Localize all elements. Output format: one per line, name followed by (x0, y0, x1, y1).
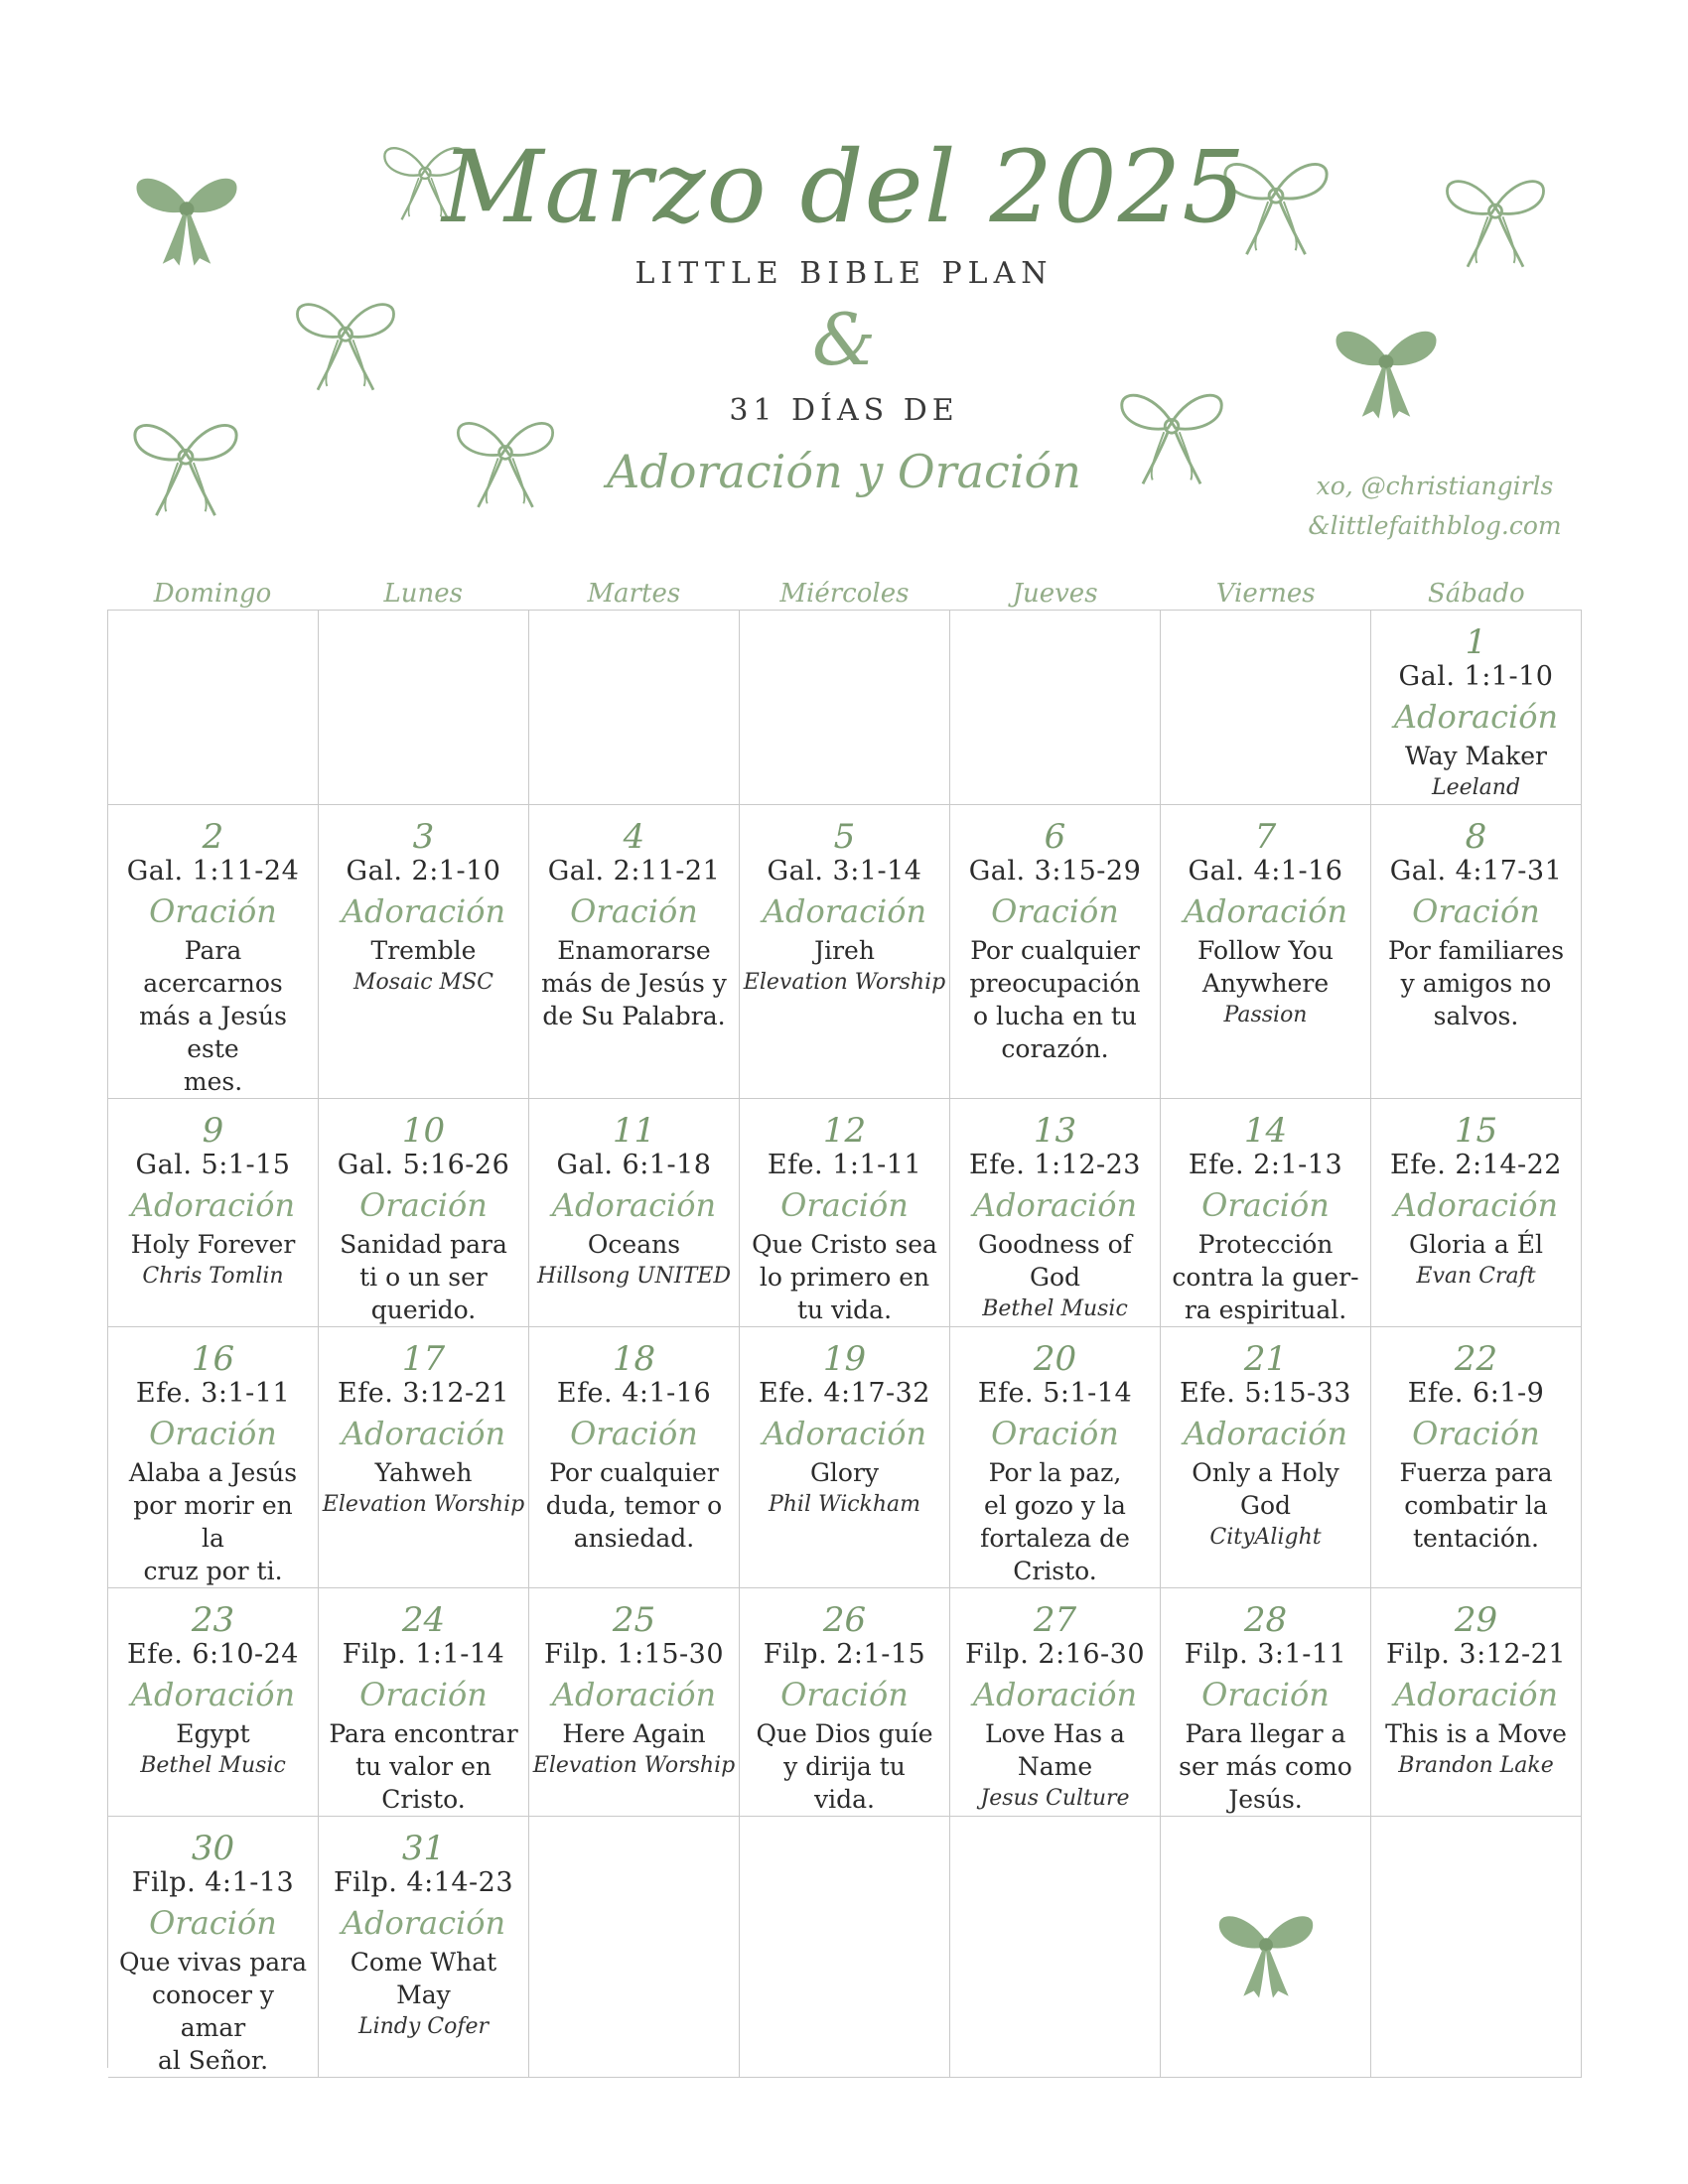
entry-text: Para llegar a (1185, 1719, 1346, 1748)
calendar-empty-cell (740, 1817, 950, 2078)
calendar-day-17 (319, 1327, 529, 1588)
scripture-reference: Efe. 1:1-11 (767, 1150, 922, 1180)
scripture-reference: Gal. 6:1-18 (556, 1150, 712, 1180)
calendar-day-30 (108, 1817, 319, 2078)
signature-line: &littlefaithblog.com (1308, 511, 1562, 540)
entry-text: Por cualquier (970, 936, 1140, 965)
day-number: 10 (401, 1111, 446, 1151)
song-artist: Bethel Music (140, 1753, 286, 1778)
day-number: 17 (401, 1339, 446, 1379)
entry-text: Name (1017, 1752, 1093, 1781)
page-title: Marzo del 2025 (442, 129, 1246, 245)
calendar-day-18 (529, 1327, 740, 1588)
theme-heading: Adoración y Oración (607, 445, 1081, 498)
entry-text: o lucha en tu (972, 1002, 1138, 1030)
entry-text: Por la paz, (988, 1458, 1122, 1487)
entry-text: ti o un ser (359, 1263, 488, 1292)
day-number: 21 (1243, 1339, 1288, 1379)
entry-text: Enamorarse (557, 936, 711, 965)
entry-text: Anywhere (1201, 969, 1330, 998)
scripture-reference: Gal. 3:15-29 (968, 856, 1142, 887)
entry-type: Adoración (1183, 892, 1348, 930)
entry-text: God (1029, 1263, 1081, 1292)
entry-type: Oración (570, 892, 698, 930)
day-number: 20 (1033, 1339, 1077, 1379)
day-number: 14 (1243, 1111, 1288, 1151)
entry-type: Adoración (972, 1186, 1138, 1224)
entry-text: Que Dios guíe (756, 1719, 933, 1748)
scripture-reference: Efe. 2:14-22 (1390, 1150, 1562, 1180)
scripture-reference: Filp. 4:14-23 (333, 1867, 514, 1898)
entry-text: mes. (183, 1067, 243, 1096)
entry-type: Oración (149, 1415, 277, 1452)
plan-subtitle: LITTLE BIBLE PLAN (634, 256, 1054, 291)
calendar-day-19 (740, 1327, 950, 1588)
calendar-day-26 (740, 1588, 950, 1817)
calendar-day-4 (529, 805, 740, 1099)
entry-text: Jesús. (1228, 1785, 1303, 1814)
entry-text: tu vida. (796, 1296, 893, 1324)
entry-text: fortaleza de (980, 1524, 1130, 1553)
calendar-day-7 (1161, 805, 1371, 1099)
song-artist: Elevation Worship (532, 1753, 736, 1778)
scripture-reference: Efe. 5:15-33 (1180, 1378, 1351, 1409)
entry-type: Oración (1201, 1676, 1330, 1713)
entry-text: Para acercarnos (143, 936, 283, 998)
entry-text: corazón. (1001, 1034, 1109, 1063)
scripture-reference: Efe. 5:1-14 (977, 1378, 1133, 1409)
song-artist: Chris Tomlin (142, 1264, 284, 1289)
weekday-label: Domingo (153, 579, 272, 609)
day-number: 13 (1033, 1111, 1077, 1151)
scripture-reference: Filp. 2:16-30 (964, 1639, 1146, 1670)
entry-text: Way Maker (1405, 742, 1547, 770)
weekday-label: Martes (587, 579, 681, 609)
entry-type: Oración (780, 1676, 909, 1713)
scripture-reference: Efe. 3:1-11 (135, 1378, 291, 1409)
calendar-day-3 (319, 805, 529, 1099)
calendar-empty-cell (529, 1817, 740, 2078)
song-artist: Lindy Cofer (357, 2014, 490, 2039)
calendar-day-23 (108, 1588, 319, 1817)
day-number: 16 (191, 1339, 235, 1379)
scripture-reference: Efe. 3:12-21 (338, 1378, 509, 1409)
entry-text: This is a Move (1385, 1719, 1567, 1748)
entry-text: Protección (1197, 1230, 1334, 1259)
scripture-reference: Efe. 6:1-9 (1407, 1378, 1545, 1409)
entry-type: Adoración (762, 892, 927, 930)
entry-text: Egypt (176, 1719, 250, 1748)
entry-type: Oración (1412, 1415, 1540, 1452)
calendar-empty-cell (950, 1817, 1161, 2078)
calendar-empty-cell (108, 611, 319, 805)
song-artist: Mosaic MSC (353, 970, 493, 995)
entry-text: y amigos no (1400, 969, 1552, 998)
scripture-reference: Efe. 4:1-16 (556, 1378, 712, 1409)
entry-text: querido. (370, 1296, 477, 1324)
calendar-empty-cell (1161, 1817, 1371, 2078)
entry-text: Yahweh (374, 1458, 473, 1487)
calendar-day-22 (1371, 1327, 1582, 1588)
entry-text: cruz por ti. (143, 1557, 283, 1585)
entry-text: Sanidad para (340, 1230, 507, 1259)
entry-text: Only a Holy (1192, 1458, 1339, 1487)
calendar-day-16 (108, 1327, 319, 1588)
entry-text: Love Has a (985, 1719, 1125, 1748)
entry-text: ansiedad. (573, 1524, 695, 1553)
entry-text: de Su Palabra. (542, 1002, 726, 1030)
entry-text: Goodness of (978, 1230, 1132, 1259)
song-artist: Passion (1223, 1003, 1308, 1027)
scripture-reference: Gal. 4:1-16 (1188, 856, 1343, 887)
entry-text: Oceans (587, 1230, 681, 1259)
day-number: 5 (833, 817, 856, 857)
day-number: 19 (822, 1339, 867, 1379)
calendar-day-10 (319, 1099, 529, 1327)
entry-text: Por cualquier (549, 1458, 719, 1487)
scripture-reference: Gal. 1:1-10 (1398, 661, 1554, 692)
entry-text: lo primero en (759, 1263, 930, 1292)
calendar-day-13 (950, 1099, 1161, 1327)
scripture-reference: Filp. 2:1-15 (763, 1639, 926, 1670)
calendar-day-28 (1161, 1588, 1371, 1817)
ampersand: & (811, 298, 877, 381)
calendar-empty-cell (529, 611, 740, 805)
entry-text: Gloria a Él (1409, 1230, 1543, 1259)
entry-type: Adoración (341, 1904, 506, 1942)
song-artist: Leeland (1431, 775, 1521, 800)
entry-type: Oración (780, 1186, 909, 1224)
entry-text: por morir en la (133, 1491, 293, 1553)
calendar-day-1 (1371, 611, 1582, 805)
entry-text: más de Jesús y (541, 969, 727, 998)
scripture-reference: Filp. 1:15-30 (543, 1639, 725, 1670)
entry-text: y dirija tu vida. (783, 1752, 906, 1814)
day-number: 8 (1465, 817, 1487, 857)
scripture-reference: Gal. 2:11-21 (547, 856, 721, 887)
song-artist: Evan Craft (1416, 1264, 1536, 1289)
entry-text: más a Jesús este (139, 1002, 287, 1063)
scripture-reference: Gal. 4:17-31 (1389, 856, 1563, 887)
day-number: 1 (1465, 622, 1487, 662)
song-artist: Phil Wickham (768, 1492, 921, 1517)
calendar-empty-cell (1161, 611, 1371, 805)
entry-text: combatir la (1404, 1491, 1548, 1520)
day-number: 22 (1454, 1339, 1498, 1379)
entry-type: Adoración (341, 892, 506, 930)
scripture-reference: Gal. 5:1-15 (135, 1150, 291, 1180)
day-number: 9 (202, 1111, 224, 1151)
entry-type: Adoración (1183, 1415, 1348, 1452)
day-number: 2 (202, 817, 224, 857)
entry-text: salvos. (1433, 1002, 1519, 1030)
calendar-day-14 (1161, 1099, 1371, 1327)
calendar-empty-cell (319, 611, 529, 805)
day-number: 30 (191, 1829, 235, 1868)
entry-text: preocupación (969, 969, 1141, 998)
day-number: 26 (822, 1600, 867, 1640)
weekday-label: Sábado (1427, 579, 1525, 609)
weekday-label: Miércoles (779, 579, 910, 609)
weekday-label: Lunes (383, 579, 463, 609)
entry-text: ser más como (1179, 1752, 1352, 1781)
calendar-day-25 (529, 1588, 740, 1817)
entry-type: Oración (149, 892, 277, 930)
song-artist: Elevation Worship (322, 1492, 525, 1517)
entry-text: God (1239, 1491, 1292, 1520)
day-number: 27 (1033, 1600, 1077, 1640)
calendar-day-12 (740, 1099, 950, 1327)
entry-text: Que Cristo sea (752, 1230, 937, 1259)
day-number: 15 (1454, 1111, 1498, 1151)
song-artist: CityAlight (1209, 1525, 1322, 1550)
entry-type: Adoración (1393, 698, 1559, 736)
day-number: 25 (612, 1600, 656, 1640)
calendar-day-15 (1371, 1099, 1582, 1327)
scripture-reference: Filp. 4:1-13 (131, 1867, 295, 1898)
entry-text: Follow You (1197, 936, 1334, 965)
song-artist: Jesus Culture (980, 1786, 1130, 1811)
entry-type: Oración (991, 892, 1119, 930)
calendar-day-27 (950, 1588, 1161, 1817)
entry-text: Para encontrar (329, 1719, 518, 1748)
entry-text: Glory (809, 1458, 880, 1487)
day-number: 23 (191, 1600, 235, 1640)
entry-text: Come What (350, 1948, 497, 1977)
calendar-empty-cell (950, 611, 1161, 805)
entry-text: duda, temor o (545, 1491, 723, 1520)
entry-type: Adoración (551, 1676, 717, 1713)
entry-type: Oración (1412, 892, 1540, 930)
entry-text: Tremble (370, 936, 477, 965)
scripture-reference: Gal. 1:11-24 (126, 856, 300, 887)
day-number: 31 (401, 1829, 446, 1868)
calendar-day-29 (1371, 1588, 1582, 1817)
entry-type: Adoración (130, 1676, 296, 1713)
entry-text: el gozo y la (984, 1491, 1126, 1520)
day-number: 29 (1454, 1600, 1498, 1640)
day-number: 6 (1044, 817, 1066, 857)
scripture-reference: Filp. 3:1-11 (1184, 1639, 1347, 1670)
entry-text: May (396, 1980, 451, 2009)
calendar-empty-cell (1371, 1817, 1582, 2078)
entry-type: Oración (991, 1415, 1119, 1452)
day-number: 3 (412, 817, 435, 857)
day-number: 24 (401, 1600, 446, 1640)
entry-text: Jireh (814, 936, 875, 965)
entry-text: Holy Forever (130, 1230, 296, 1259)
signature-line: xo, @christiangirls (1316, 472, 1554, 500)
scripture-reference: Gal. 5:16-26 (337, 1150, 510, 1180)
day-number: 18 (612, 1339, 656, 1379)
scripture-reference: Filp. 1:1-14 (342, 1639, 505, 1670)
calendar-day-21 (1161, 1327, 1371, 1588)
entry-text: Alaba a Jesús (128, 1458, 298, 1487)
day-number: 11 (612, 1111, 656, 1151)
entry-type: Adoración (341, 1415, 506, 1452)
entry-text: Por familiares (1387, 936, 1565, 965)
scripture-reference: Filp. 3:12-21 (1385, 1639, 1567, 1670)
entry-type: Adoración (972, 1676, 1138, 1713)
scripture-reference: Gal. 2:1-10 (346, 856, 501, 887)
calendar-day-11 (529, 1099, 740, 1327)
song-artist: Elevation Worship (743, 970, 946, 995)
calendar-day-6 (950, 805, 1161, 1099)
entry-type: Oración (1201, 1186, 1330, 1224)
calendar-empty-cell (740, 611, 950, 805)
entry-text: contra la guer- (1172, 1263, 1359, 1292)
entry-text: Que vivas para (118, 1948, 308, 1977)
entry-type: Oración (359, 1676, 488, 1713)
bow-icon (1202, 1906, 1330, 2001)
entry-text: ra espiritual. (1184, 1296, 1347, 1324)
weekday-label: Jueves (1012, 579, 1098, 609)
days-heading: 31 DÍAS DE (729, 393, 959, 428)
calendar-grid (107, 610, 1582, 2075)
day-number: 7 (1254, 817, 1277, 857)
entry-text: conocer y amar (151, 1980, 275, 2042)
entry-type: Adoración (130, 1186, 296, 1224)
scripture-reference: Efe. 4:17-32 (759, 1378, 930, 1409)
song-artist: Bethel Music (982, 1297, 1128, 1321)
calendar-day-24 (319, 1588, 529, 1817)
day-number: 28 (1243, 1600, 1288, 1640)
entry-type: Oración (359, 1186, 488, 1224)
entry-text: Fuerza para (1399, 1458, 1553, 1487)
scripture-reference: Gal. 3:1-14 (767, 856, 922, 887)
calendar-day-9 (108, 1099, 319, 1327)
scripture-reference: Efe. 6:10-24 (127, 1639, 299, 1670)
entry-type: Adoración (1393, 1676, 1559, 1713)
calendar-day-20 (950, 1327, 1161, 1588)
entry-type: Adoración (1393, 1186, 1559, 1224)
song-artist: Brandon Lake (1398, 1753, 1554, 1778)
calendar-day-5 (740, 805, 950, 1099)
entry-type: Adoración (551, 1186, 717, 1224)
entry-type: Adoración (762, 1415, 927, 1452)
signature (1281, 467, 1589, 546)
day-number: 12 (822, 1111, 867, 1151)
scripture-reference: Efe. 1:12-23 (969, 1150, 1141, 1180)
entry-text: tentación. (1413, 1524, 1539, 1553)
entry-type: Oración (570, 1415, 698, 1452)
entry-text: Cristo. (381, 1785, 466, 1814)
calendar-day-8 (1371, 805, 1582, 1099)
entry-text: tu valor en (355, 1752, 492, 1781)
day-number: 4 (623, 817, 645, 857)
calendar-day-2 (108, 805, 319, 1099)
entry-text: Cristo. (1013, 1557, 1097, 1585)
entry-type: Oración (149, 1904, 277, 1942)
entry-text: Here Again (562, 1719, 706, 1748)
scripture-reference: Efe. 2:1-13 (1188, 1150, 1343, 1180)
weekday-label: Viernes (1215, 579, 1316, 609)
entry-text: al Señor. (157, 2046, 269, 2075)
calendar-day-31 (319, 1817, 529, 2078)
song-artist: Hillsong UNITED (537, 1264, 731, 1289)
